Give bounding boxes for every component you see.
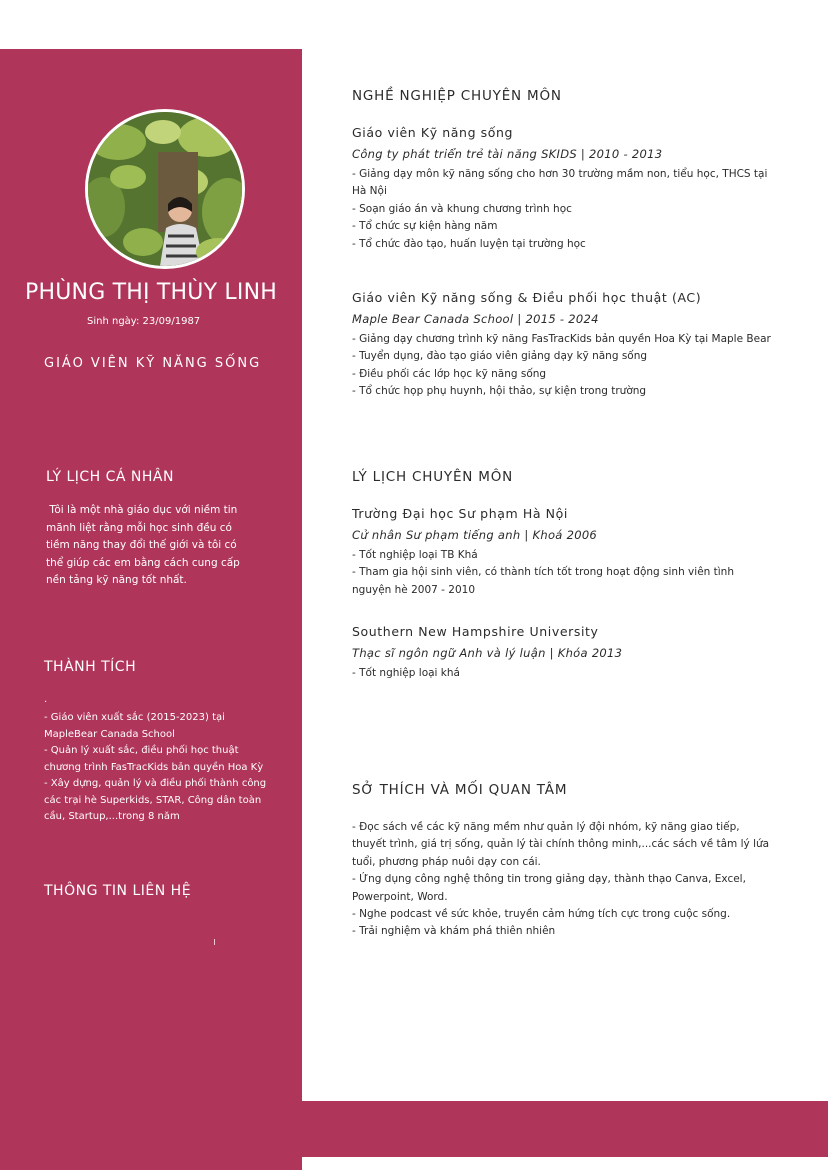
detail-line: - Tham gia hội sinh viên, có thành tích tốt trong hoạt động sinh viên tình — [352, 566, 734, 579]
job-title: Giáo viên Kỹ năng sống & Điều phối học thuật (AC) — [352, 290, 702, 305]
contact-marker — [214, 939, 215, 945]
candidate-name: PHÙNG THỊ THÙY LINH — [25, 280, 277, 305]
education-heading: LÝ LỊCH CHUYÊN MÔN — [352, 469, 514, 485]
duty-line: - Tổ chức họp phụ huynh, hội thảo, sự kiện trong trường — [352, 385, 647, 398]
achievement-line: chương trình FasTracKids bản quyền Hoa Kỳ — [44, 761, 264, 773]
detail-line: nguyện hè 2007 - 2010 — [352, 583, 476, 596]
job-title: Giáo viên Kỹ năng sống — [352, 125, 514, 140]
achievements-dot: . — [44, 694, 48, 705]
career-heading: NGHỀ NGHIỆP CHUYÊN MÔN — [352, 88, 562, 104]
hobby-line: - Ứng dụng công nghệ thông tin trong giảng dạy, thành thạo Canva, Excel, — [352, 873, 746, 886]
duty-line: - Giảng dạy môn kỹ năng sống cho hơn 30 trường mầm non, tiểu học, THCS tại — [352, 168, 768, 180]
achievement-line: - Giáo viên xuất sắc (2015-2023) tại — [44, 712, 225, 723]
avatar — [85, 109, 245, 269]
achievements-heading: THÀNH TÍCH — [44, 659, 137, 675]
summary-line: tiềm năng thay đổi thế giới và tôi có — [46, 539, 237, 551]
summary-line: mãnh liệt rằng mỗi học sinh đều có — [46, 521, 232, 534]
summary-line: thể giúp các em bằng cách cung cấp — [46, 556, 240, 569]
school-degree: Cử nhân Sư phạm tiếng anh | Khoá 2006 — [352, 528, 598, 542]
job-duties — [352, 331, 792, 401]
duty-line: - Điều phối các lớp học kỹ năng sống — [352, 367, 547, 380]
school-name: Southern New Hampshire University — [352, 624, 599, 639]
personal-heading: LÝ LỊCH CÁ NHÂN — [46, 469, 174, 485]
hobby-line: - Trải nghiệm và khám phá thiên nhiên — [352, 925, 556, 938]
achievement-line: cầu, Startup,...trong 8 năm — [44, 811, 180, 822]
personal-summary — [46, 502, 240, 590]
education-entry — [352, 506, 792, 599]
education-entry — [352, 624, 792, 682]
duty-line: - Soạn giáo án và khung chương trình học — [352, 202, 572, 215]
birth-date: Sinh ngày: 23/09/1987 — [87, 316, 201, 327]
hobby-line: Powerpoint, Word. — [352, 890, 448, 903]
achievement-line: các trại hè Superkids, STAR, Công dân toàn — [44, 794, 262, 806]
duty-line: Hà Nội — [352, 185, 387, 198]
hobbies-list — [352, 819, 802, 941]
duty-line: - Tổ chức sự kiện hàng năm — [352, 220, 498, 233]
contact-heading: THÔNG TIN LIÊN HỆ — [44, 883, 192, 899]
hobby-line: - Đọc sách về các kỹ năng mềm như quản lý đội nhóm, kỹ năng giao tiếp, — [352, 821, 740, 833]
job-entry — [352, 290, 792, 401]
detail-line: - Tốt nghiệp loại TB Khá — [352, 549, 478, 561]
school-details — [352, 665, 792, 682]
hobbies-heading: SỞ THÍCH VÀ MỐI QUAN TÂM — [352, 782, 568, 798]
summary-line: Tôi là một nhà giáo dục với niềm tin — [46, 504, 238, 516]
achievement-line: - Quản lý xuất sắc, điều phối học thuật — [44, 745, 239, 756]
achievement-line: - Xây dựng, quản lý và điều phối thành công — [44, 778, 267, 789]
hobby-line: thuyết trình, giá trị sống, quản lý tài chính thông minh,...các sách về tâm lý lứa — [352, 838, 770, 851]
duty-line: - Giảng dạy chương trình kỹ năng FasTracKids bản quyền Hoa Kỳ tại Maple Bear — [352, 333, 771, 345]
achievement-line: MapleBear Canada School — [44, 728, 175, 740]
duty-line: - Tuyển dụng, đào tạo giáo viên giảng dạy kỹ năng sống — [352, 350, 648, 363]
school-degree: Thạc sĩ ngôn ngữ Anh và lý luận | Khóa 2013 — [352, 646, 623, 660]
bottom-accent-band — [302, 1101, 828, 1157]
school-details — [352, 547, 792, 599]
job-role: GIÁO VIÊN KỸ NĂNG SỐNG — [44, 356, 262, 371]
job-organization: Công ty phát triển trẻ tài năng SKIDS | 2010 - 2013 — [352, 147, 663, 161]
detail-line: - Tốt nghiệp loại khá — [352, 667, 460, 679]
achievements-list — [44, 710, 266, 826]
hobby-line: - Nghe podcast về sức khỏe, truyền cảm hứng tích cực trong cuộc sống. — [352, 908, 731, 921]
job-organization: Maple Bear Canada School | 2015 - 2024 — [352, 312, 599, 326]
school-name: Trường Đại học Sư phạm Hà Nội — [352, 506, 568, 521]
profile-photo — [88, 112, 242, 266]
hobby-line: tuổi, phương pháp nuôi dạy con cái. — [352, 855, 541, 868]
duty-line: - Tổ chức đào tạo, huấn luyện tại trường học — [352, 237, 586, 250]
job-entry — [352, 125, 792, 253]
summary-line: nền tảng kỹ năng tốt nhất. — [46, 574, 187, 586]
job-duties — [352, 166, 792, 253]
